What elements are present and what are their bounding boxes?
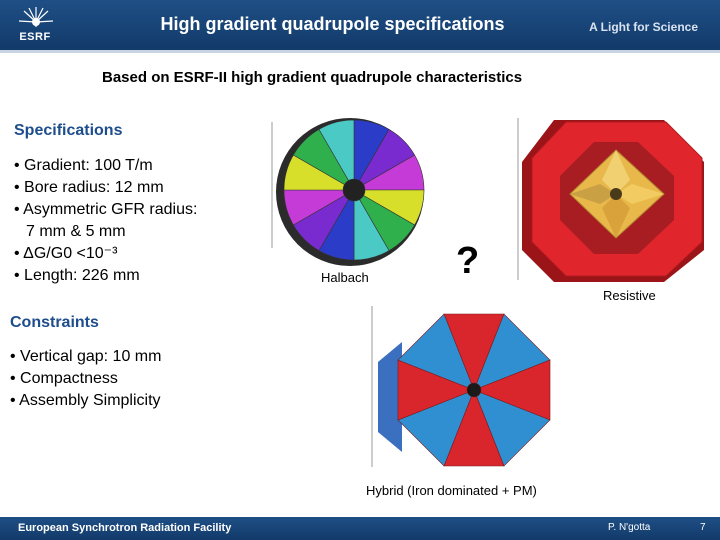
header-bar xyxy=(0,0,720,50)
footer-organization: European Synchrotron Radiation Facility xyxy=(18,522,232,534)
page-number: 7 xyxy=(700,522,706,533)
footer-bar xyxy=(0,517,720,540)
constraints-heading: Constraints xyxy=(10,314,99,331)
constraint-vertical-gap: • Vertical gap: 10 mm xyxy=(10,346,161,368)
specifications-list xyxy=(14,155,197,287)
constraint-compactness: • Compactness xyxy=(10,368,161,390)
logo-text: ESRF xyxy=(19,31,51,43)
hybrid-label: Hybrid (Iron dominated + PM) xyxy=(366,483,537,498)
resistive-magnet-image xyxy=(514,110,710,286)
spec-field-quality: • ΔG/G0 <10⁻³ xyxy=(14,243,197,265)
spec-gfr-radius: • Asymmetric GFR radius: xyxy=(14,199,197,221)
spec-length: • Length: 226 mm xyxy=(14,265,197,287)
specifications-heading: Specifications xyxy=(14,122,123,139)
header-divider xyxy=(0,50,720,53)
footer-author: P. N'gotta xyxy=(608,522,651,533)
tagline: A Light for Science xyxy=(589,20,698,34)
spec-gradient: • Gradient: 100 T/m xyxy=(14,155,197,177)
question-mark: ? xyxy=(456,240,480,282)
hybrid-magnet-image xyxy=(368,302,558,474)
spec-bore-radius: • Bore radius: 12 mm xyxy=(14,177,197,199)
slide-title: High gradient quadrupole specifications xyxy=(160,14,505,34)
halbach-label: Halbach xyxy=(321,270,369,285)
halbach-magnet-image xyxy=(268,118,438,268)
constraints-list xyxy=(10,346,161,412)
resistive-label: Resistive xyxy=(603,288,656,303)
constraint-assembly: • Assembly Simplicity xyxy=(10,390,161,412)
spec-gfr-radius-values: 7 mm & 5 mm xyxy=(26,223,126,240)
slide-subtitle: Based on ESRF-II high gradient quadrupole characteristics xyxy=(102,69,523,86)
